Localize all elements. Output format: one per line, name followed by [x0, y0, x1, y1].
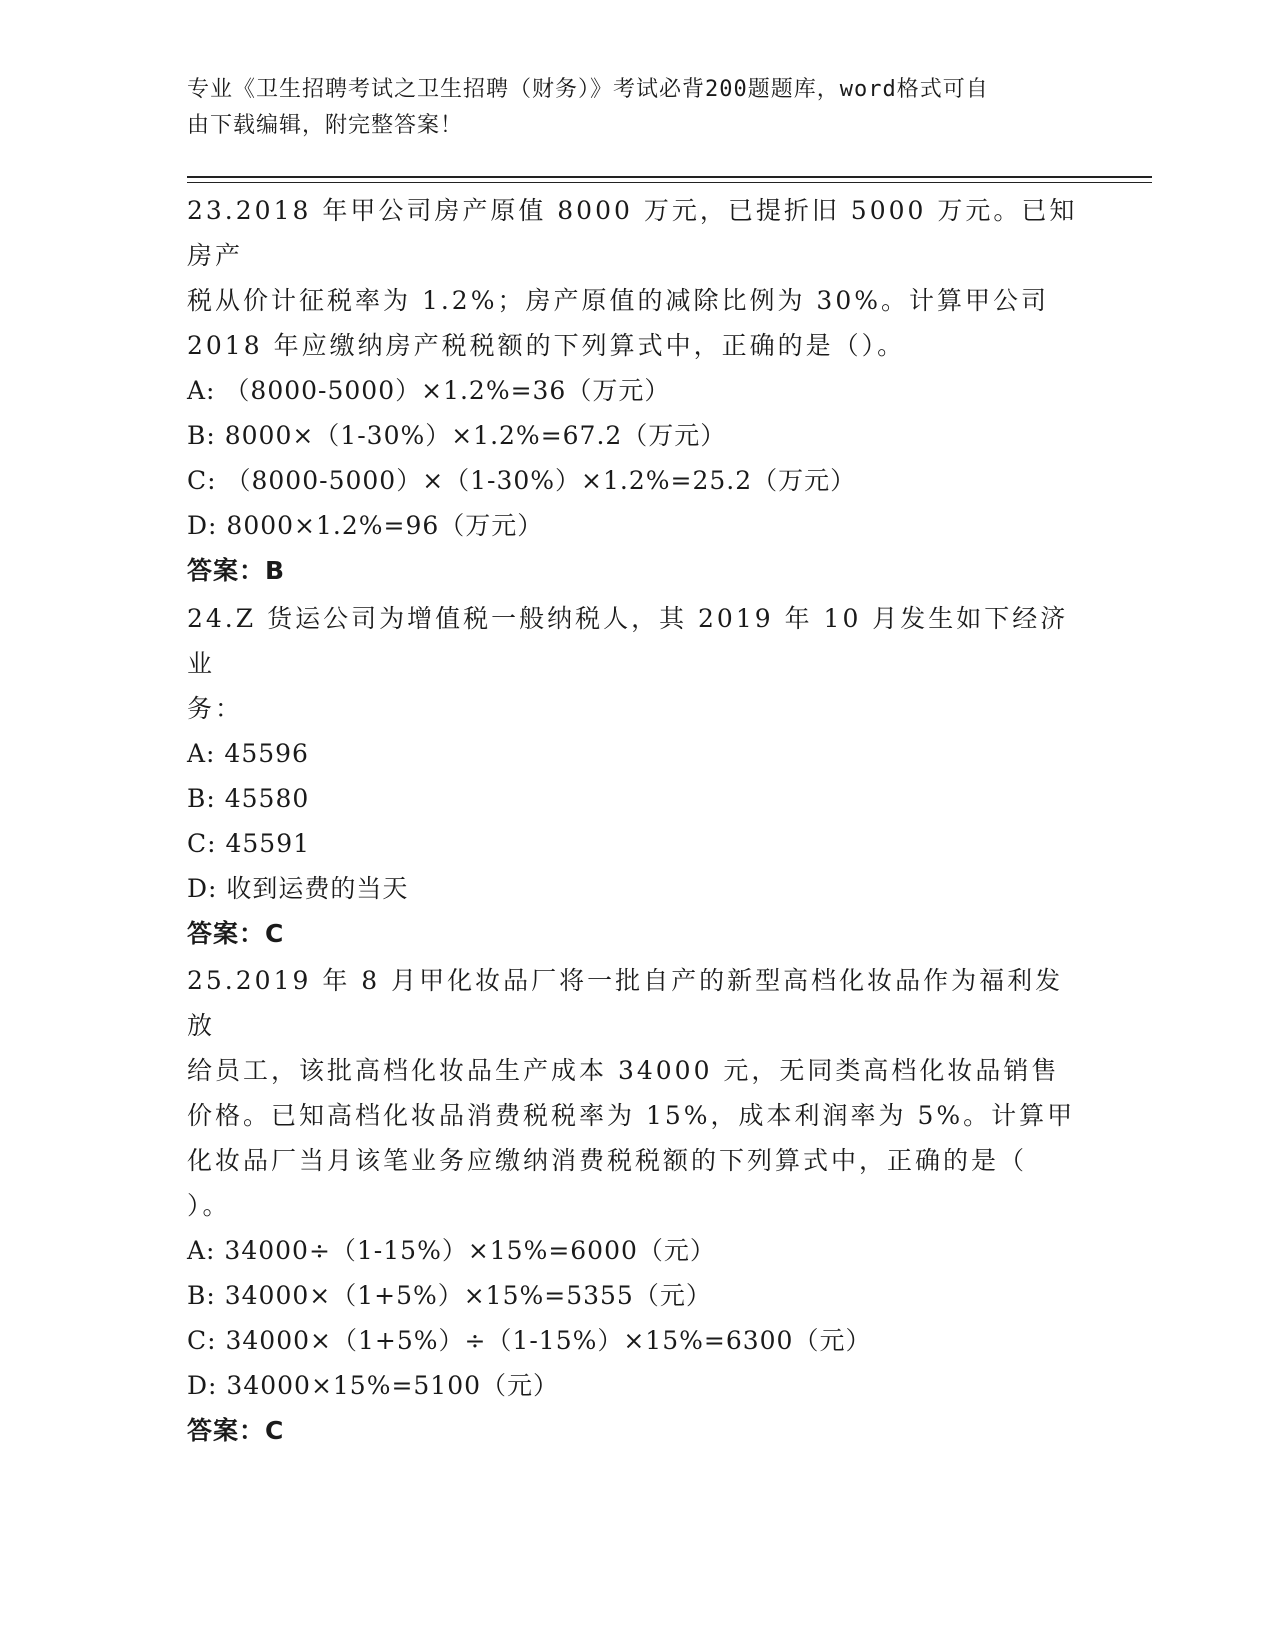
header-line-2: 由下载编辑，附完整答案！	[187, 113, 464, 138]
question-24-option-c: C: 45591	[187, 829, 311, 858]
question-24-option-d: D: 收到运费的当天	[187, 874, 409, 903]
question-23	[187, 188, 1087, 593]
question-24-line-2: 务：	[187, 694, 244, 723]
question-23-line-2: 税从价计征税率为 1.2%；房产原值的减除比例为 30%。计算甲公司	[187, 286, 1049, 315]
question-25-line-5: ）。	[187, 1191, 231, 1220]
question-24-option-a: A: 45596	[187, 739, 309, 768]
question-23-option-d: D: 8000×1.2%=96（万元）	[187, 511, 544, 540]
question-23-option-a: A: （8000-5000）×1.2%=36（万元）	[187, 376, 671, 405]
question-24-line-1: 24.Z 货运公司为增值税一般纳税人，其 2019 年 10 月发生如下经济业	[187, 604, 1069, 678]
question-25-line-2: 给员工，该批高档化妆品生产成本 34000 元，无同类高档化妆品销售	[187, 1056, 1060, 1085]
question-25-answer: 答案：C	[187, 1416, 285, 1445]
question-24-answer: 答案：C	[187, 919, 285, 948]
question-25-option-c: C: 34000×（1+5%）÷（1-15%）×15%=6300（元）	[187, 1326, 872, 1355]
question-23-answer: 答案：B	[187, 556, 286, 585]
question-23-line-3: 2018 年应缴纳房产税税额的下列算式中，正确的是（）。	[187, 331, 906, 360]
question-23-line-1: 23.2018 年甲公司房产原值 8000 万元，已提折旧 5000 万元。已知房产	[187, 196, 1078, 270]
header-line-1: 专业《卫生招聘考试之卫生招聘（财务）》考试必背200题题库，word格式可自	[187, 77, 989, 102]
question-25-line-3: 价格。已知高档化妆品消费税税率为 15%，成本利润率为 5%。计算甲	[187, 1101, 1076, 1130]
header-divider-thin	[187, 182, 1152, 183]
question-25-line-4: 化妆品厂当月该笔业务应缴纳消费税税额的下列算式中，正确的是（	[187, 1146, 1028, 1175]
question-25-option-d: D: 34000×15%=5100（元）	[187, 1371, 560, 1400]
question-24	[187, 596, 1087, 956]
question-25-option-a: A: 34000÷（1-15%）×15%=6000（元）	[187, 1236, 716, 1265]
question-25-option-b: B: 34000×（1+5%）×15%=5355（元）	[187, 1281, 712, 1310]
question-23-option-c: C: （8000-5000）×（1-30%）×1.2%=25.2（万元）	[187, 466, 857, 495]
question-24-option-b: B: 45580	[187, 784, 310, 813]
question-25	[187, 958, 1087, 1453]
header-divider-thick	[187, 176, 1152, 178]
question-25-line-1: 25.2019 年 8 月甲化妆品厂将一批自产的新型高档化妆品作为福利发放	[187, 966, 1064, 1040]
question-23-option-b: B: 8000×（1-30%）×1.2%=67.2（万元）	[187, 421, 727, 450]
document-header	[187, 72, 1067, 144]
